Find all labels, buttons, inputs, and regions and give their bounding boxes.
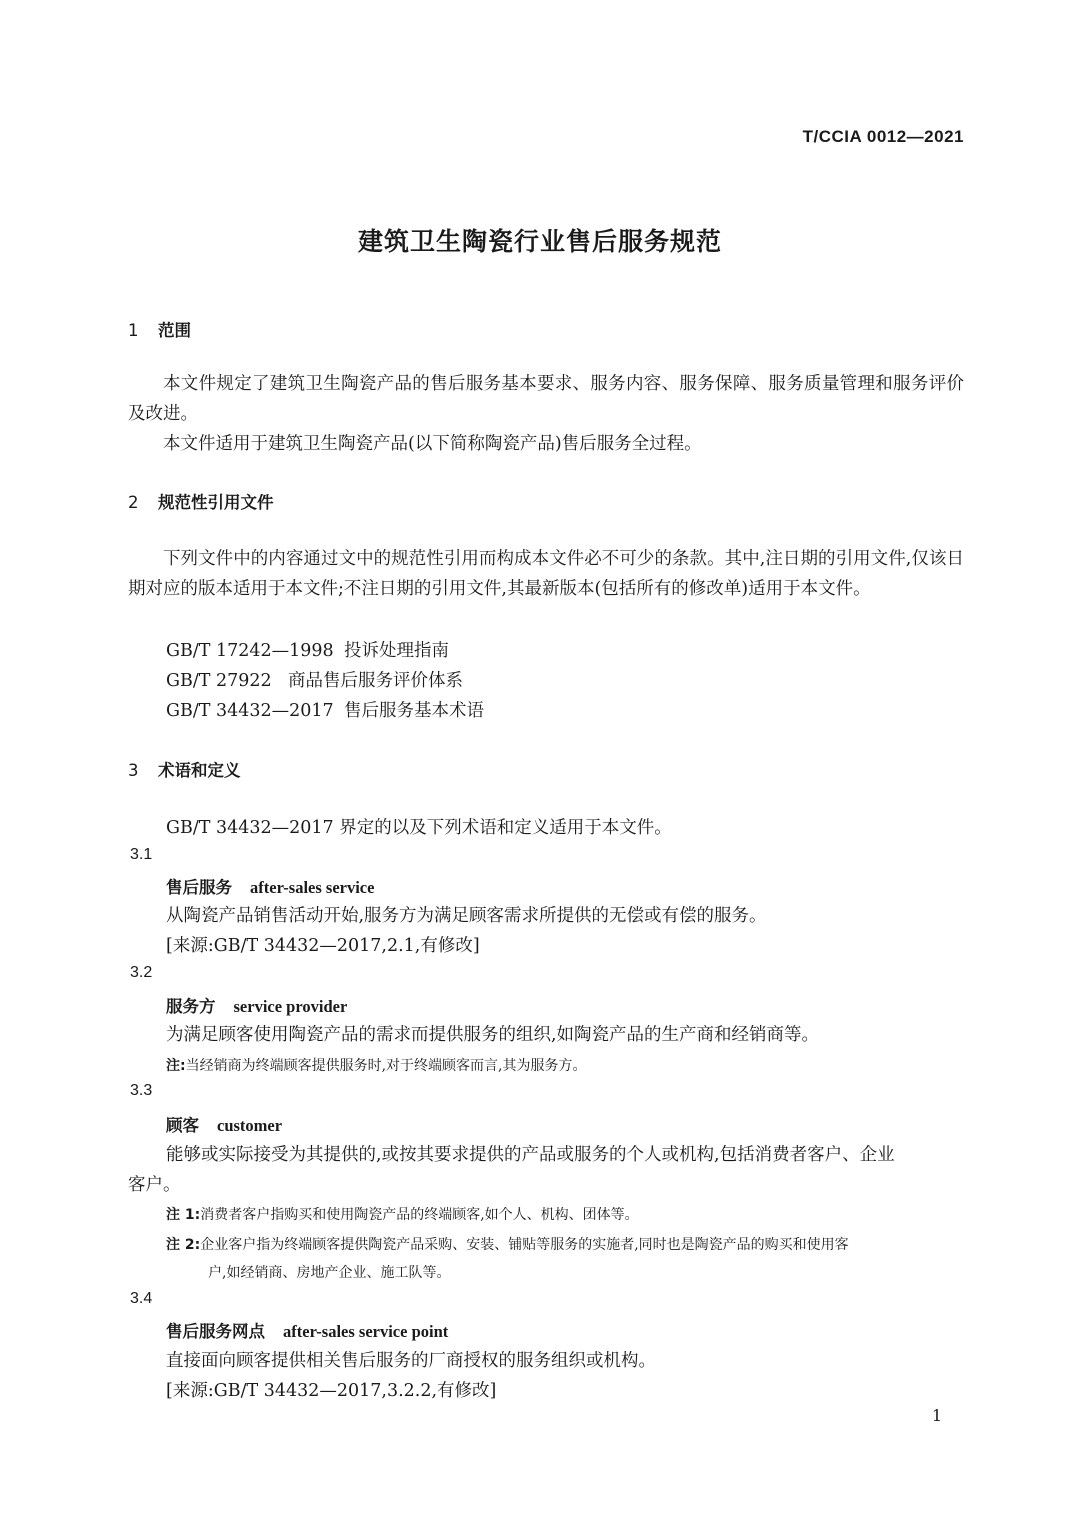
section-number: 1 [128, 321, 139, 340]
reference-code: GB/T 34432—2017 [166, 701, 334, 721]
term-definition: 能够或实际接受为其提供的,或按其要求提供的产品或服务的个人或机构,包括消费者客户、企业 [166, 1145, 895, 1165]
term-name [166, 1318, 448, 1342]
term-note [166, 1234, 849, 1254]
term-number: 3.3 [130, 1082, 153, 1099]
term-definition: 从陶瓷产品销售活动开始,服务方为满足顾客需求所提供的无偿或有偿的服务。 [166, 906, 767, 926]
references-paragraph: 下列文件中的内容通过文中的规范性引用而构成本文件必不可少的条款。其中,注日期的引用文件,仅该日期对应的版本适用于本文件;不注日期的引用文件,其最新版本(包括所有的修改单)适用于本文件。 [128, 549, 964, 599]
term-definition-cont: 客户。 [128, 1175, 181, 1195]
note-text: 企业客户指为终端顾客提供陶瓷产品采购、安装、铺贴等服务的实施者,同时也是陶瓷产品的购买和使用客 [200, 1237, 849, 1253]
term-en: service provider [233, 997, 348, 1016]
term-note [166, 1204, 639, 1224]
section-heading-scope [128, 317, 191, 341]
note-label: 注 1: [166, 1207, 201, 1223]
reference-title: 投诉处理指南 [344, 641, 449, 661]
section-heading-terms [128, 757, 241, 781]
section-title: 术语和定义 [158, 761, 241, 780]
term-name [166, 993, 347, 1017]
section-title: 范围 [158, 321, 191, 340]
section-number: 2 [128, 493, 139, 512]
reference-item [166, 697, 484, 722]
term-source: [来源:GB/T 34432—2017,2.1,有修改] [166, 936, 480, 956]
reference-item [166, 637, 449, 662]
reference-code: GB/T 17242—1998 [166, 641, 334, 661]
reference-item [166, 667, 463, 692]
note-label: 注: [166, 1058, 186, 1074]
term-zh: 服务方 [166, 997, 216, 1016]
term-en: after-sales service point [283, 1322, 449, 1341]
terms-intro: GB/T 34432—2017 界定的以及下列术语和定义适用于本文件。 [166, 818, 672, 838]
term-number: 3.1 [130, 846, 153, 863]
document-title: 建筑卫生陶瓷行业售后服务规范 [357, 227, 722, 256]
reference-title: 商品售后服务评价体系 [288, 671, 463, 691]
standard-number: T/CCIA 0012—2021 [802, 127, 964, 146]
scope-paragraph-2: 本文件适用于建筑卫生陶瓷产品(以下简称陶瓷产品)售后服务全过程。 [163, 434, 702, 454]
term-source: [来源:GB/T 34432—2017,3.2.2,有修改] [166, 1381, 497, 1401]
term-en: customer [217, 1116, 283, 1135]
page-number: 1 [931, 1406, 942, 1425]
term-definition: 直接面向顾客提供相关售后服务的厂商授权的服务组织或机构。 [166, 1351, 656, 1371]
term-zh: 售后服务 [166, 878, 232, 897]
term-name [166, 1112, 282, 1136]
term-number: 3.2 [130, 964, 153, 981]
term-name [166, 874, 374, 898]
note-label: 注 2: [166, 1237, 201, 1253]
note-text: 当经销商为终端顾客提供服务时,对于终端顾客而言,其为服务方。 [185, 1058, 587, 1074]
term-note-cont: 户,如经销商、房地产企业、施工队等。 [208, 1265, 451, 1281]
scope-paragraph-1: 本文件规定了建筑卫生陶瓷产品的售后服务基本要求、服务内容、服务保障、服务质量管理和服务评价及改进。 [128, 374, 964, 424]
term-zh: 售后服务网点 [166, 1322, 265, 1341]
term-zh: 顾客 [166, 1116, 199, 1135]
section-title: 规范性引用文件 [158, 493, 274, 512]
reference-code: GB/T 27922 [166, 671, 272, 691]
term-number: 3.4 [130, 1290, 153, 1307]
term-en: after-sales service [250, 878, 375, 897]
term-definition: 为满足顾客使用陶瓷产品的需求而提供服务的组织,如陶瓷产品的生产商和经销商等。 [166, 1025, 820, 1045]
term-note [166, 1055, 587, 1075]
section-heading-normative-references [128, 489, 274, 513]
reference-title: 售后服务基本术语 [344, 701, 484, 721]
section-number: 3 [128, 761, 139, 780]
note-text: 消费者客户指购买和使用陶瓷产品的终端顾客,如个人、机构、团体等。 [200, 1207, 639, 1223]
